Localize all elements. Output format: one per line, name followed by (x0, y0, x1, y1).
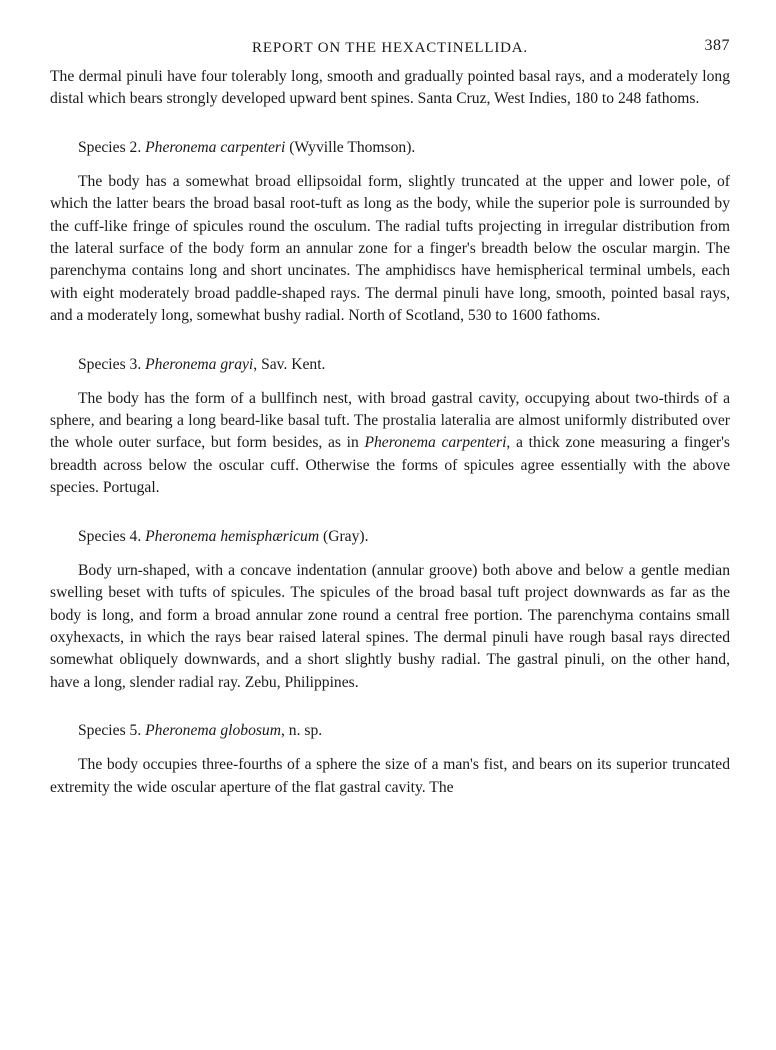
species-section (50, 720, 730, 799)
species-description (50, 754, 730, 799)
species-description (50, 388, 730, 500)
description-text: Body urn-shaped, with a concave indentation (annular groove) both above and below a gentle median swelling beset with tufts of spicules. The spicules of the broad basal tuft project downwards as far as the body is long, and form a broad annular zone round a central free portion. The parenchyma contains small oxyhexacts, in which the rays bear raised lateral spines. The dermal pinuli have rough basal rays directed somewhat obliquely downwards, and a short slightly bushy radial. The gastral pinuli, on the other hand, have a long, slender radial ray. Zebu, Philippines. (50, 561, 730, 691)
species-authority: (Wyville Thomson). (285, 138, 416, 156)
continuation-paragraph: The dermal pinuli have four tolerably long, smooth and gradually pointed basal rays, and a moderately long distal which bears strongly developed upward bent spines. Santa Cruz, West Indies, 180 to 248 fathoms. (50, 68, 730, 108)
species-heading (78, 720, 730, 742)
description-text: The body occupies three-fourths of a sphere the size of a man's fist, and bears on its superior truncated extremity the wide oscular aperture of the flat gastral cavity. The (50, 756, 730, 796)
species-authority: , Sav. Kent. (253, 355, 326, 373)
species-heading (78, 354, 730, 376)
species-number: Species 3. (78, 355, 142, 373)
species-name: Pheronema grayi (145, 355, 254, 373)
running-head (50, 37, 730, 62)
species-number: Species 4. (78, 527, 142, 545)
species-authority: , n. sp. (281, 722, 323, 740)
page (50, 37, 730, 799)
description-italic-name: Pheronema carpenteri (364, 434, 507, 452)
species-heading (78, 526, 730, 548)
species-description (50, 171, 730, 328)
running-title: REPORT ON THE HEXACTINELLIDA. (252, 40, 528, 56)
description-text: The body has the form of a bullfinch nest, with broad gastral cavity, occupying about two-thirds of a sphere, and bearing a long beard-like basal tuft. The prostalia lateralia are almost uniformly distributed over the whole outer surface, but form besides, as in (50, 389, 730, 452)
species-section (50, 526, 730, 694)
species-authority: (Gray). (319, 527, 369, 545)
species-section (50, 137, 730, 328)
species-number: Species 5. (78, 722, 142, 740)
species-name: Pheronema globosum (145, 722, 281, 740)
species-section (50, 354, 730, 500)
species-number: Species 2. (78, 138, 142, 156)
description-text: , a thick zone measuring a finger's breadth across below the oscular cuff. Otherwise the forms of spicules agree essentially with the above species. Portugal. (50, 434, 730, 497)
species-description (50, 560, 730, 694)
description-text: The body has a somewhat broad ellipsoidal form, slightly truncated at the upper and lower pole, of which the latter bears the broad basal root-tuft as long as the body, while the superior pole is surrounded by the cuff-like fringe of spicules round the osculum. The radial tufts projecting in irregular distribution from the lateral surface of the body form an annular zone for a finger's breadth below the oscular margin. The parenchyma contains long and short uncinates. The amphidiscs have hemispherical terminal umbels, each with eight moderately broad paddle-shaped rays. The dermal pinuli have long, smooth, pointed basal rays, and a moderately long, somewhat bushy radial. North of Scotland, 530 to 1600 fathoms. (50, 172, 730, 325)
species-name: Pheronema hemisphæricum (145, 527, 320, 545)
page-number: 387 (704, 37, 730, 54)
species-name: Pheronema carpenteri (145, 138, 286, 156)
species-heading (78, 137, 730, 159)
